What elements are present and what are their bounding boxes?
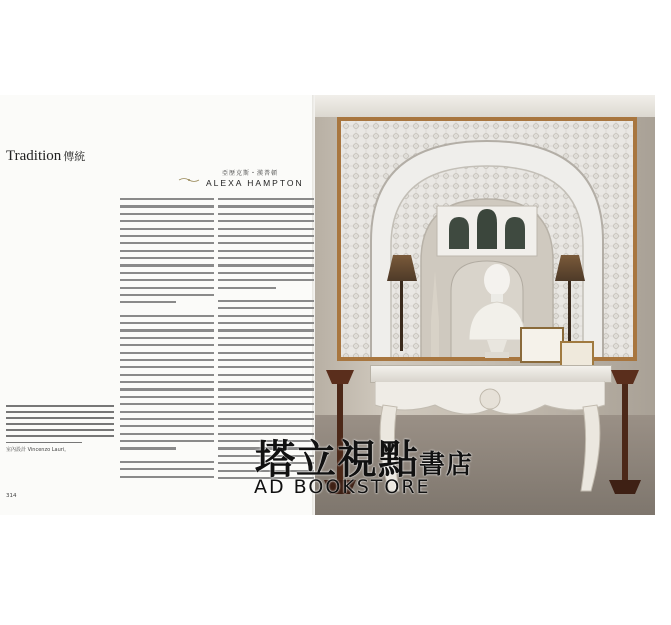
page-number: 314 — [6, 493, 17, 499]
author-name-cn: 亞歷克斯・漢普頓 — [222, 170, 279, 177]
body-text-column-1 — [120, 198, 214, 480]
title-en: Tradition — [6, 148, 62, 164]
wooden-pedestal-right — [605, 370, 645, 500]
caption-credit: 室內設計 Vincenzo Lauri。 — [6, 446, 70, 453]
lamp-stem-left — [400, 281, 403, 351]
ornament-icon — [178, 177, 200, 183]
ceiling-molding — [315, 95, 655, 119]
author-name: ALEXA HAMPTON — [206, 178, 304, 188]
framed-picture — [520, 327, 564, 363]
photo-caption — [6, 405, 114, 453]
title-cn: 傳統 — [63, 151, 86, 163]
article-title — [6, 148, 85, 165]
watermark-logo-cn: 塔立視點書店 — [255, 437, 474, 483]
watermark-logo-en: AD BOOKSTORE — [254, 476, 431, 498]
